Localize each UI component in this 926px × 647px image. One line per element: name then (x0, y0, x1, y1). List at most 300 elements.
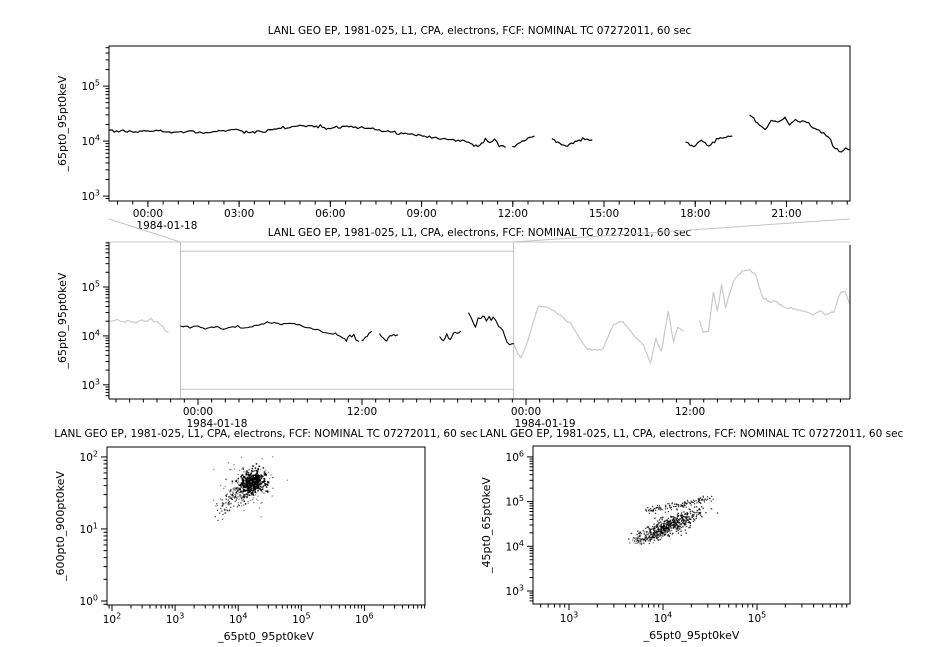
scatter-right-data-point (661, 537, 662, 538)
scatter-left-data-point (248, 481, 249, 482)
scatter-right-data-point (670, 516, 671, 517)
scatter-right-data-point (653, 523, 654, 524)
scatter-left-data-point (252, 483, 254, 485)
scatter-right-data-point (690, 525, 691, 526)
scatter-right-data-point (693, 500, 694, 501)
scatter-left-x-tick-label: $10^4$ (228, 611, 248, 626)
scatter-right-data-point (676, 520, 677, 521)
scatter-right-data-point (660, 508, 661, 509)
scatter-left-data-point (248, 469, 249, 470)
scatter-left-data-point (241, 483, 242, 484)
scatter-left-data-point (251, 472, 252, 473)
scatter-right-data-point (672, 520, 673, 521)
scatter-right-data-point (685, 518, 686, 519)
scatter-right-x-tick-label: $10^5$ (747, 610, 767, 625)
scatter-left-data-point (220, 508, 221, 509)
scatter-right-data-point (651, 510, 652, 511)
scatter-left-data-point (252, 468, 254, 470)
scatter-right-data-point (694, 506, 695, 507)
scatter-right-data-point (667, 503, 668, 504)
scatter-right-data-point (632, 539, 633, 540)
scatter-right-data-point (687, 520, 688, 521)
scatter-right-data-point (696, 518, 697, 519)
scatter-left-data-point (225, 512, 226, 513)
scatter-left-data-point (256, 481, 257, 482)
scatter-left-data-point (246, 473, 247, 474)
scatter-left-data-point (256, 498, 257, 499)
scatter-right-data-point (649, 537, 650, 538)
scatter-left-data-point (241, 457, 242, 458)
scatter-left-data-point (238, 502, 239, 503)
scatter-left-data-point (230, 507, 231, 508)
scatter-left-data-point (230, 490, 231, 491)
scatter-right-data-point (660, 521, 661, 522)
scatter-right-data-point (686, 519, 687, 520)
scatter-right-title: LANL GEO EP, 1981-025, L1, CPA, electrons, FCF: NOMINAL TC 07272011, 60 sec (479, 428, 904, 440)
scatter-left-data-point (250, 474, 252, 476)
scatter-left-data-point (215, 505, 216, 506)
scatter-left-data-point (257, 496, 258, 497)
scatter-left-data-point (258, 465, 259, 466)
scatter-left-data-point (253, 502, 254, 503)
scatter-right-data-point (674, 504, 675, 505)
scatter-right-data-point (704, 499, 705, 500)
scatter-left-data-point (252, 493, 254, 495)
scatter-left-data-point (224, 509, 225, 510)
scatter-right-data-point (673, 518, 674, 519)
scatter-right-y-tick-label: $10^6$ (505, 449, 524, 464)
scatter-right-data-point (700, 514, 701, 515)
scatter-right-data-point (628, 538, 629, 539)
scatter-left-data-point (253, 495, 254, 496)
scatter-right-data-point (686, 503, 687, 504)
scatter-right-data-point (648, 532, 649, 533)
scatter-right-data-point (711, 501, 712, 502)
scatter-right-data-point (658, 509, 659, 510)
scatter-right-data-point (635, 537, 636, 538)
scatter-left-data-point (228, 499, 229, 500)
scatter-left-data-point (240, 502, 241, 503)
scatter-left-data-point (260, 489, 262, 491)
scatter-right (480, 428, 904, 642)
scatter-right-data-point (654, 526, 655, 527)
scatter-left-data-point (262, 487, 263, 488)
scatter-left-data-point (263, 481, 264, 482)
scatter-left-data-point (232, 492, 233, 493)
scatter-left-data-point (252, 475, 254, 477)
scatter-left-data-point (257, 490, 259, 492)
scatter-left-data-point (260, 469, 261, 470)
scatter-left-data-point (240, 491, 241, 492)
scatter-right-data-point (658, 527, 659, 528)
scatter-left-data-point (238, 484, 239, 485)
scatter-right-data-point (643, 540, 644, 541)
scatter-right-data-point (662, 534, 663, 535)
scatter-left-data-point (233, 505, 234, 506)
scatter-right-data-point (652, 526, 653, 527)
scatter-right-data-point (646, 531, 647, 532)
scatter-right-data-point (679, 523, 680, 524)
scatter-left-data-point (270, 474, 271, 475)
scatter-right-data-point (685, 529, 686, 530)
scatter-right-data-point (647, 538, 648, 539)
scatter-right-data-point (696, 506, 697, 507)
scatter-left-data-point (261, 478, 262, 479)
scatter-left-data-point (247, 490, 248, 491)
scatter-left-data-point (217, 520, 218, 521)
scatter-left-data-point (239, 489, 241, 491)
scatter-right-data-point (707, 496, 708, 497)
top-timeseries-x-tick-label: 03:00 (224, 208, 255, 220)
scatter-left-data-point (232, 495, 233, 496)
scatter-right-data-point (696, 516, 697, 517)
scatter-right-data-point (635, 543, 636, 544)
top-timeseries-plot-area[interactable] (109, 46, 850, 201)
scatter-left-data-point (253, 487, 255, 489)
scatter-left-data-point (241, 468, 242, 469)
scatter-left-data-point (233, 464, 234, 465)
scatter-right-data-point (691, 517, 692, 518)
scatter-right-data-point (700, 513, 701, 514)
top-timeseries-date-label: 1984-01-18 (136, 220, 198, 232)
scatter-right-data-point (692, 516, 693, 517)
scatter-right-data-point (674, 517, 675, 518)
scatter-right-data-point (689, 518, 690, 519)
scatter-left-data-point (251, 490, 252, 491)
scatter-right-data-point (682, 522, 683, 523)
top-timeseries-x-tick-label: 00:00 (132, 208, 164, 220)
scatter-right-data-point (657, 539, 658, 540)
scatter-left-data-point (222, 502, 223, 503)
scatter-right-data-point (663, 528, 664, 529)
scatter-right-data-point (653, 508, 654, 509)
scatter-left-data-point (222, 505, 223, 506)
scatter-right-data-point (672, 533, 673, 534)
scatter-left-data-point (243, 485, 244, 486)
overview-timeseries-plot-area[interactable] (109, 242, 850, 399)
scatter-left-data-point (254, 489, 255, 490)
scatter-left-data-point (261, 516, 262, 517)
scatter-right-data-point (696, 514, 697, 515)
scatter-right-data-point (662, 523, 663, 524)
scatter-right-data-point (670, 523, 671, 524)
scatter-right-data-point (645, 535, 646, 536)
scatter-right-data-point (660, 539, 661, 540)
scatter-right-data-point (659, 536, 660, 537)
scatter-right-data-point (639, 543, 640, 544)
scatter-right-data-point (669, 524, 670, 525)
scatter-left-data-point (220, 485, 221, 486)
scatter-left-data-point (238, 496, 239, 497)
scatter-left-data-point (236, 491, 237, 492)
scatter-right-data-point (645, 509, 646, 510)
scatter-left-x-tick-label: $10^5$ (292, 611, 311, 626)
scatter-right-data-point (691, 504, 692, 505)
scatter-right-data-point (680, 526, 681, 527)
scatter-left-data-point (239, 492, 240, 493)
top-timeseries-x-tick-label: 15:00 (588, 208, 620, 220)
scatter-left-data-point (254, 479, 255, 480)
scatter-left-data-point (268, 472, 269, 473)
scatter-left-data-point (240, 486, 241, 487)
scatter-left-data-point (227, 510, 228, 511)
scatter-right-data-point (677, 529, 678, 530)
scatter-left-data-point (269, 478, 270, 479)
scatter-right-data-point (646, 511, 647, 512)
scatter-left-data-point (234, 498, 235, 499)
scatter-left-data-point (243, 504, 244, 505)
scatter-right-data-point (659, 505, 660, 506)
scatter-left-data-point (233, 491, 234, 492)
overview-timeseries-y-tick-label: $10^5$ (81, 279, 100, 294)
scatter-right-data-point (641, 539, 642, 540)
top-timeseries-x-tick-label: 06:00 (315, 208, 346, 220)
scatter-right-data-point (646, 534, 647, 535)
scatter-left-data-point (251, 478, 252, 479)
scatter-right-data-point (688, 522, 689, 523)
scatter-right-data-point (634, 541, 635, 542)
scatter-left-data-point (247, 494, 249, 496)
scatter-left-data-point (242, 467, 243, 468)
scatter-right-data-point (653, 510, 654, 511)
scatter-left-data-point (246, 493, 248, 495)
scatter-right-data-point (711, 508, 712, 509)
scatter-right-data-point (656, 507, 657, 508)
scatter-right-data-point (668, 518, 669, 519)
scatter-right-data-point (665, 520, 666, 521)
scatter-left-data-point (234, 468, 235, 469)
scatter-left-data-point (237, 493, 238, 494)
scatter-right-data-point (676, 531, 677, 532)
scatter-left-data-point (259, 483, 261, 485)
scatter-right-data-point (666, 522, 667, 523)
scatter-right-data-point (678, 532, 679, 533)
scatter-left-data-point (215, 516, 216, 517)
scatter-right-data-point (690, 503, 691, 504)
scatter-left-data-point (236, 498, 237, 499)
scatter-right-data-point (650, 539, 651, 540)
scatter-left-data-point (232, 499, 233, 500)
scatter-left-data-point (255, 492, 256, 493)
scatter-left-data-point (261, 458, 262, 459)
scatter-left-data-point (268, 485, 269, 486)
scatter-right-data-point (657, 532, 658, 533)
scatter-right-data-point (667, 530, 668, 531)
overview-timeseries-x-tick-label: 00:00 (510, 406, 542, 418)
scatter-right-plot-area[interactable] (533, 446, 850, 604)
scatter-right-data-point (657, 520, 658, 521)
scatter-right-data-point (671, 507, 672, 508)
scatter-left-data-point (238, 478, 240, 480)
scatter-left-data-point (243, 495, 244, 496)
scatter-left-data-point (259, 481, 260, 482)
scatter-right-y-axis-label: _45pt0_65pt0keV (480, 477, 493, 573)
top-timeseries (56, 25, 850, 232)
overview-timeseries-date-label: 1984-01-18 (186, 418, 248, 430)
scatter-right-data-point (672, 534, 673, 535)
scatter-right-data-point (711, 496, 712, 497)
scatter-left-y-tick-label: $10^0$ (79, 593, 98, 608)
scatter-right-data-point (667, 508, 668, 509)
scatter-right-data-point (696, 512, 697, 513)
scatter-left-data-point (226, 499, 227, 500)
scatter-right-data-point (717, 512, 718, 513)
scatter-right-data-point (685, 502, 686, 503)
scatter-right-data-point (654, 518, 655, 519)
scatter-right-data-point (638, 540, 639, 541)
scatter-left-data-point (242, 500, 243, 501)
scatter-right-data-point (681, 516, 682, 517)
scatter-right-data-point (686, 533, 687, 534)
scatter-right-data-point (682, 526, 683, 527)
scatter-right-data-point (659, 507, 660, 508)
scatter-right-data-point (643, 530, 644, 531)
scatter-right-data-point (677, 527, 678, 528)
scatter-left-data-point (249, 492, 250, 493)
scatter-right-data-point (629, 542, 630, 543)
scatter-left-data-point (265, 490, 267, 492)
scatter-right-data-point (668, 531, 669, 532)
scatter-left-data-point (252, 471, 254, 473)
scatter-left-data-point (257, 471, 259, 473)
scatter-right-y-tick-label: $10^3$ (505, 583, 524, 598)
scatter-right-x-axis-label: _65pt0_95pt0keV (643, 629, 740, 642)
overview-timeseries-y-tick-label: $10^3$ (81, 377, 100, 392)
scatter-left-data-point (250, 479, 252, 481)
scatter-right-data-point (649, 543, 650, 544)
scatter-left-data-point (250, 492, 251, 493)
scatter-left-data-point (256, 480, 257, 481)
scatter-right-data-point (682, 503, 683, 504)
scatter-right-data-point (684, 519, 685, 520)
scatter-left-data-point (261, 474, 263, 476)
scatter-left-data-point (250, 477, 252, 479)
scatter-left-data-point (234, 489, 235, 490)
scatter-left-data-point (245, 496, 246, 497)
scatter-right-data-point (653, 528, 654, 529)
scatter-right-data-point (654, 533, 655, 534)
overview-timeseries (56, 227, 850, 430)
scatter-left-data-point (232, 482, 233, 483)
scatter-left-data-point (261, 486, 263, 488)
top-timeseries-title: LANL GEO EP, 1981-025, L1, CPA, electrons, FCF: NOMINAL TC 07272011, 60 sec (267, 25, 692, 37)
scatter-right-data-point (698, 498, 699, 499)
scatter-left-data-point (251, 489, 252, 490)
scatter-right-data-point (662, 519, 663, 520)
scatter-left-data-point (252, 499, 253, 500)
scatter-right-data-point (678, 520, 679, 521)
scatter-left-data-point (257, 476, 258, 477)
scatter-right-data-point (639, 538, 640, 539)
scatter-left-data-point (272, 477, 273, 478)
scatter-left-data-point (253, 485, 254, 486)
scatter-left-data-point (251, 476, 252, 477)
scatter-left-data-point (235, 501, 236, 502)
scatter-right-data-point (693, 512, 694, 513)
scatter-left-data-point (244, 480, 245, 481)
scatter-right-data-point (655, 532, 656, 533)
scatter-right-data-point (681, 518, 682, 519)
scatter-right-data-point (653, 542, 654, 543)
scatter-right-data-point (675, 518, 676, 519)
scatter-right-data-point (704, 501, 705, 502)
scatter-left-data-point (258, 469, 259, 470)
scatter-right-data-point (678, 506, 679, 507)
scatter-left-data-point (261, 502, 262, 503)
scatter-left-data-point (265, 485, 266, 486)
scatter-right-data-point (655, 513, 656, 514)
scatter-right-data-point (678, 504, 679, 505)
scatter-right-data-point (703, 508, 704, 509)
scatter-right-data-point (644, 531, 645, 532)
scatter-right-data-point (692, 514, 693, 515)
scatter-right-data-point (639, 531, 640, 532)
scatter-right-data-point (684, 505, 685, 506)
scatter-left-data-point (229, 503, 230, 504)
scatter-right-data-point (666, 526, 667, 527)
scatter-right-data-point (685, 513, 686, 514)
top-timeseries-y-axis-label: _65pt0_95pt0keV (56, 75, 69, 172)
scatter-left-data-point (222, 499, 223, 500)
scatter-left-data-point (255, 467, 257, 469)
scatter-right-data-point (660, 533, 661, 534)
scatter-left-data-point (244, 497, 245, 498)
scatter-right-data-point (636, 534, 637, 535)
scatter-right-data-point (649, 535, 650, 536)
scatter-left-data-point (246, 497, 247, 498)
scatter-right-data-point (673, 521, 674, 522)
scatter-right-data-point (654, 534, 655, 535)
top-timeseries-x-tick-label: 12:00 (497, 208, 528, 220)
scatter-left-data-point (245, 484, 246, 485)
scatter-right-data-point (677, 513, 678, 514)
scatter-right-data-point (709, 498, 710, 499)
scatter-left-data-point (243, 499, 244, 500)
scatter-left-data-point (243, 500, 244, 501)
scatter-right-data-point (694, 503, 695, 504)
scatter-left-data-point (237, 482, 238, 483)
scatter-right-data-point (672, 516, 673, 517)
scatter-left-data-point (249, 494, 250, 495)
scatter-left-data-point (213, 500, 214, 501)
scatter-left-data-point (249, 488, 250, 489)
scatter-right-data-point (657, 526, 658, 527)
scatter-right-data-point (667, 535, 668, 536)
scatter-left-data-point (237, 479, 238, 480)
scatter-left-data-point (255, 475, 257, 477)
scatter-left-data-point (247, 484, 248, 485)
scatter-left-data-point (236, 499, 237, 500)
scatter-right-y-tick-label: $10^4$ (505, 538, 524, 554)
scatter-left-data-point (223, 488, 224, 489)
scatter-left-data-point (245, 478, 247, 480)
scatter-right-data-point (684, 501, 685, 502)
scatter-right-data-point (637, 538, 638, 539)
scatter-left-data-point (248, 483, 250, 485)
scatter-left-data-point (222, 504, 223, 505)
scatter-right-data-point (665, 512, 666, 513)
scatter-left-data-point (229, 496, 230, 497)
scatter-right-data-point (679, 518, 680, 519)
scatter-right-data-point (661, 523, 662, 524)
scatter-left-data-point (252, 480, 253, 481)
scatter-right-data-point (662, 509, 663, 510)
scatter-right-data-point (645, 528, 646, 529)
scatter-right-data-point (677, 518, 678, 519)
scatter-left-data-point (261, 491, 262, 492)
overview-timeseries-title: LANL GEO EP, 1981-025, L1, CPA, electrons, FCF: NOMINAL TC 07272011, 60 sec (267, 227, 692, 239)
scatter-left-data-point (237, 506, 238, 507)
